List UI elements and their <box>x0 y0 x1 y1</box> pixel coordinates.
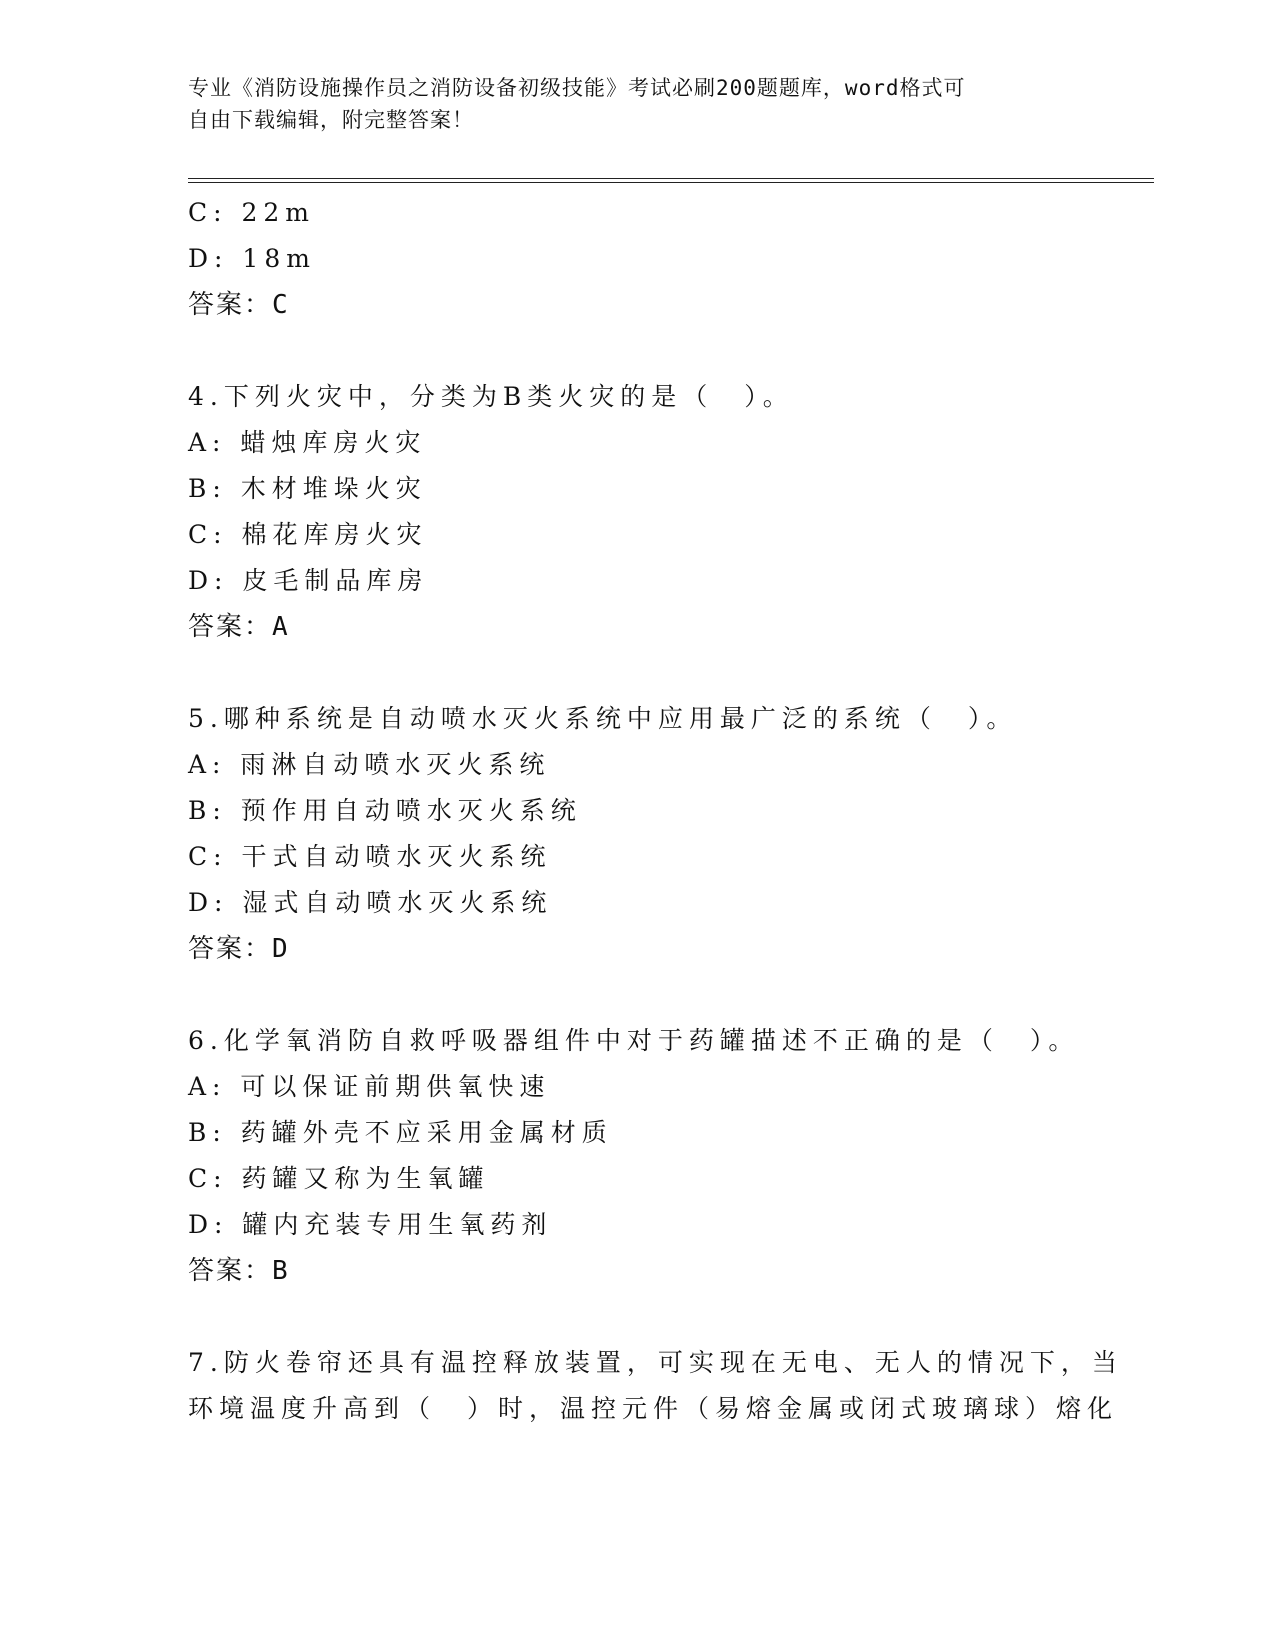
answer-line: 答案：D <box>188 934 290 964</box>
question-text: 5.哪种系统是自动喷水灭火系统中应用最广泛的系统（ ）。 <box>188 704 1018 733</box>
question-3-tail <box>188 190 1088 328</box>
option-c: C: 棉花库房火灾 <box>188 520 428 549</box>
option-a: A: 雨淋自动喷水灭火系统 <box>188 750 551 779</box>
option-b: B: 药罐外壳不应采用金属材质 <box>188 1118 613 1147</box>
option-d: D: 罐内充装专用生氧药剂 <box>188 1210 553 1239</box>
option-d: D: 皮毛制品库房 <box>188 566 429 595</box>
option-b: B: 预作用自动喷水灭火系统 <box>188 796 582 825</box>
answer-line: 答案：B <box>188 1256 290 1286</box>
option-c: C: 22m <box>188 198 316 227</box>
option-d: D: 湿式自动喷水灭火系统 <box>188 888 553 917</box>
header-divider-secondary <box>188 182 1154 183</box>
question-text: 6.化学氧消防自救呼吸器组件中对于药罐描述不正确的是（ ）。 <box>188 1026 1080 1055</box>
question-text-line-2: 环境温度升高到（ ）时，温控元件（易熔金属或闭式玻璃球）熔化 <box>188 1394 1119 1423</box>
question-4 <box>188 374 1088 650</box>
question-6 <box>188 1018 1088 1294</box>
option-a: A: 蜡烛库房火灾 <box>188 428 427 457</box>
question-text: 4.下列火灾中，分类为B类火灾的是（ ）。 <box>188 382 794 411</box>
spacer <box>188 650 1088 696</box>
spacer <box>188 972 1088 1018</box>
option-c: C: 药罐又称为生氧罐 <box>188 1164 490 1193</box>
option-d: D: 18m <box>188 244 316 273</box>
question-5 <box>188 696 1088 972</box>
question-text-line-1: 7.防火卷帘还具有温控释放装置，可实现在无电、无人的情况下，当 <box>188 1348 1123 1377</box>
answer-line: 答案：C <box>188 290 290 320</box>
option-c: C: 干式自动喷水灭火系统 <box>188 842 552 871</box>
header-divider <box>188 178 1154 179</box>
answer-line: 答案：A <box>188 612 290 642</box>
option-b: B: 木材堆垛火灾 <box>188 474 427 503</box>
document-body <box>188 190 1123 1432</box>
spacer <box>188 1294 1088 1340</box>
spacer <box>188 328 1088 374</box>
header-line-1: 专业《消防设施操作员之消防设备初级技能》考试必刷200题题库，word格式可 <box>188 76 966 100</box>
page-header <box>188 72 1088 136</box>
question-7 <box>188 1340 1123 1432</box>
option-a: A: 可以保证前期供氧快速 <box>188 1072 551 1101</box>
header-line-2: 自由下载编辑，附完整答案！ <box>188 108 474 132</box>
